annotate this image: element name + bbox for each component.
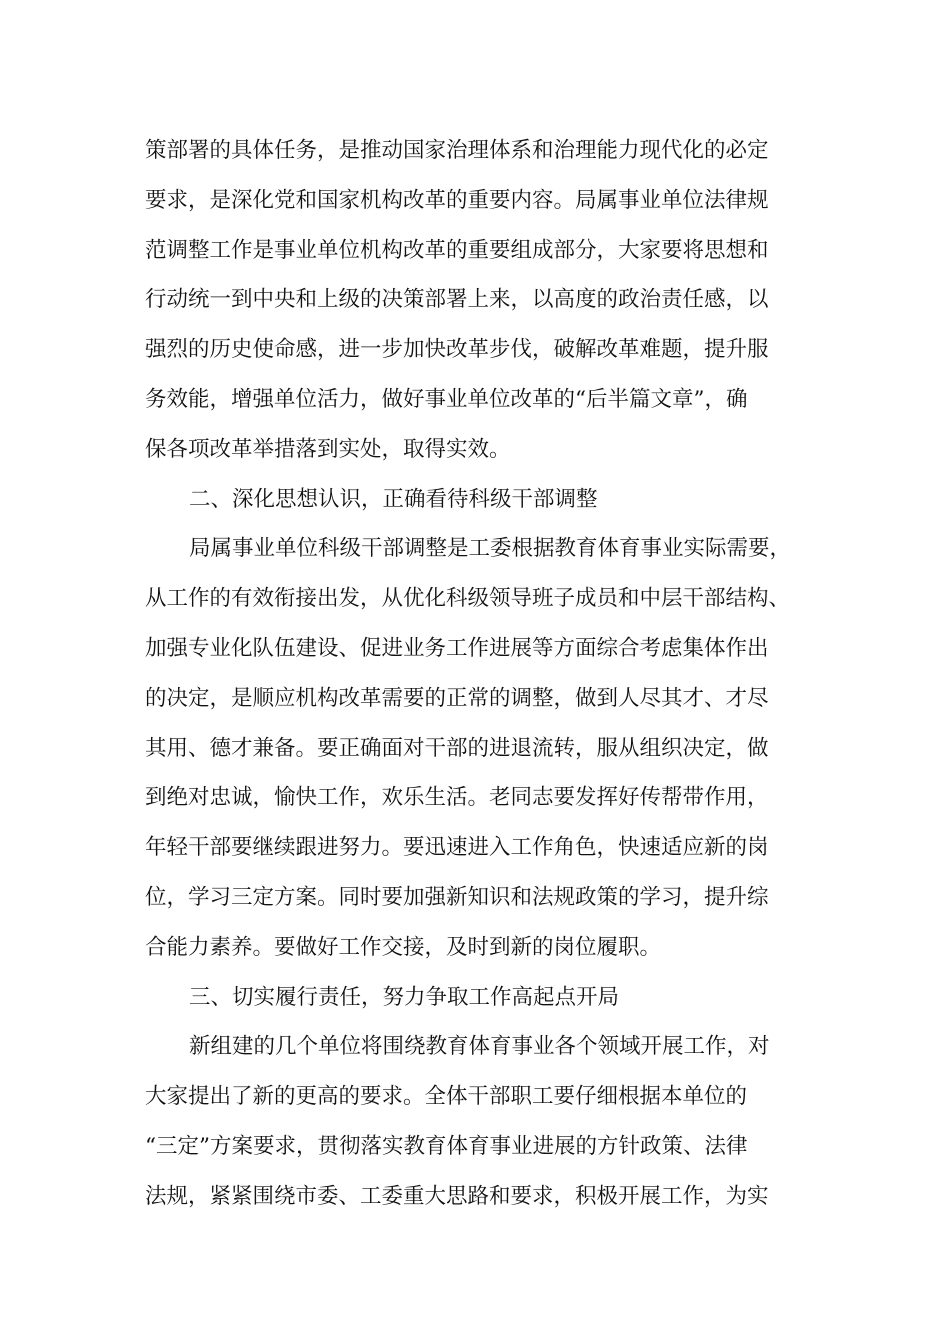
- text-line: 位，学习三定方案。同时要加强新知识和法规政策的学习，提升综: [145, 884, 769, 910]
- text-line: 到绝对忠诚，愉快工作，欢乐生活。老同志要发挥好传帮带作用，: [145, 785, 769, 811]
- text-line: 加强专业化队伍建设、促进业务工作进展等方面综合考虑集体作出: [145, 635, 769, 661]
- text-line: 务效能，增强单位活力，做好事业单位改革的“后半篇文章”，确: [145, 386, 748, 412]
- text-line: 三、切实履行责任，努力争取工作高起点开局: [189, 984, 620, 1010]
- text-line: 局属事业单位科级干部调整是工委根据教育体育事业实际需要，: [189, 536, 792, 562]
- text-line: 强烈的历史使命感，进一步加快改革步伐，破解改革难题，提升服: [145, 337, 769, 363]
- text-line: “三定”方案要求，贯彻落实教育体育事业进展的方针政策、法律: [145, 1133, 748, 1159]
- text-line: 策部署的具体任务，是推动国家治理体系和治理能力现代化的必定: [145, 138, 769, 163]
- text-line: 二、深化思想认识，正确看待科级干部调整: [189, 486, 598, 512]
- document-body: [145, 126, 825, 1222]
- text-line: 保各项改革举措落到实处，取得实效。: [145, 436, 511, 462]
- text-line: 从工作的有效衔接出发，从优化科级领导班子成员和中层干部结构、: [145, 586, 791, 612]
- text-line: 新组建的几个单位将围绕教育体育事业各个领域开展工作，对: [189, 1034, 770, 1060]
- text-line: 其用、德才兼备。要正确面对干部的进退流转，服从组织决定，做: [145, 735, 769, 761]
- text-line: 范调整工作是事业单位机构改革的重要组成部分，大家要将思想和: [145, 237, 769, 263]
- text-line: 大家提出了新的更高的要求。全体干部职工要仔细根据本单位的: [145, 1084, 748, 1110]
- text-line: 的决定，是顺应机构改革需要的正常的调整，做到人尽其才、才尽: [145, 685, 769, 711]
- text-line: 行动统一到中央和上级的决策部署上来，以高度的政治责任感，以: [145, 287, 769, 313]
- text-line: 法规，紧紧围绕市委、工委重大思路和要求，积极开展工作，为实: [145, 1183, 769, 1209]
- text-line: 年轻干部要继续跟进努力。要迅速进入工作角色，快速适应新的岗: [145, 835, 769, 861]
- text-line: 合能力素养。要做好工作交接，及时到新的岗位履职。: [145, 934, 662, 960]
- text-line: 要求，是深化党和国家机构改革的重要内容。局属事业单位法律规: [145, 187, 769, 213]
